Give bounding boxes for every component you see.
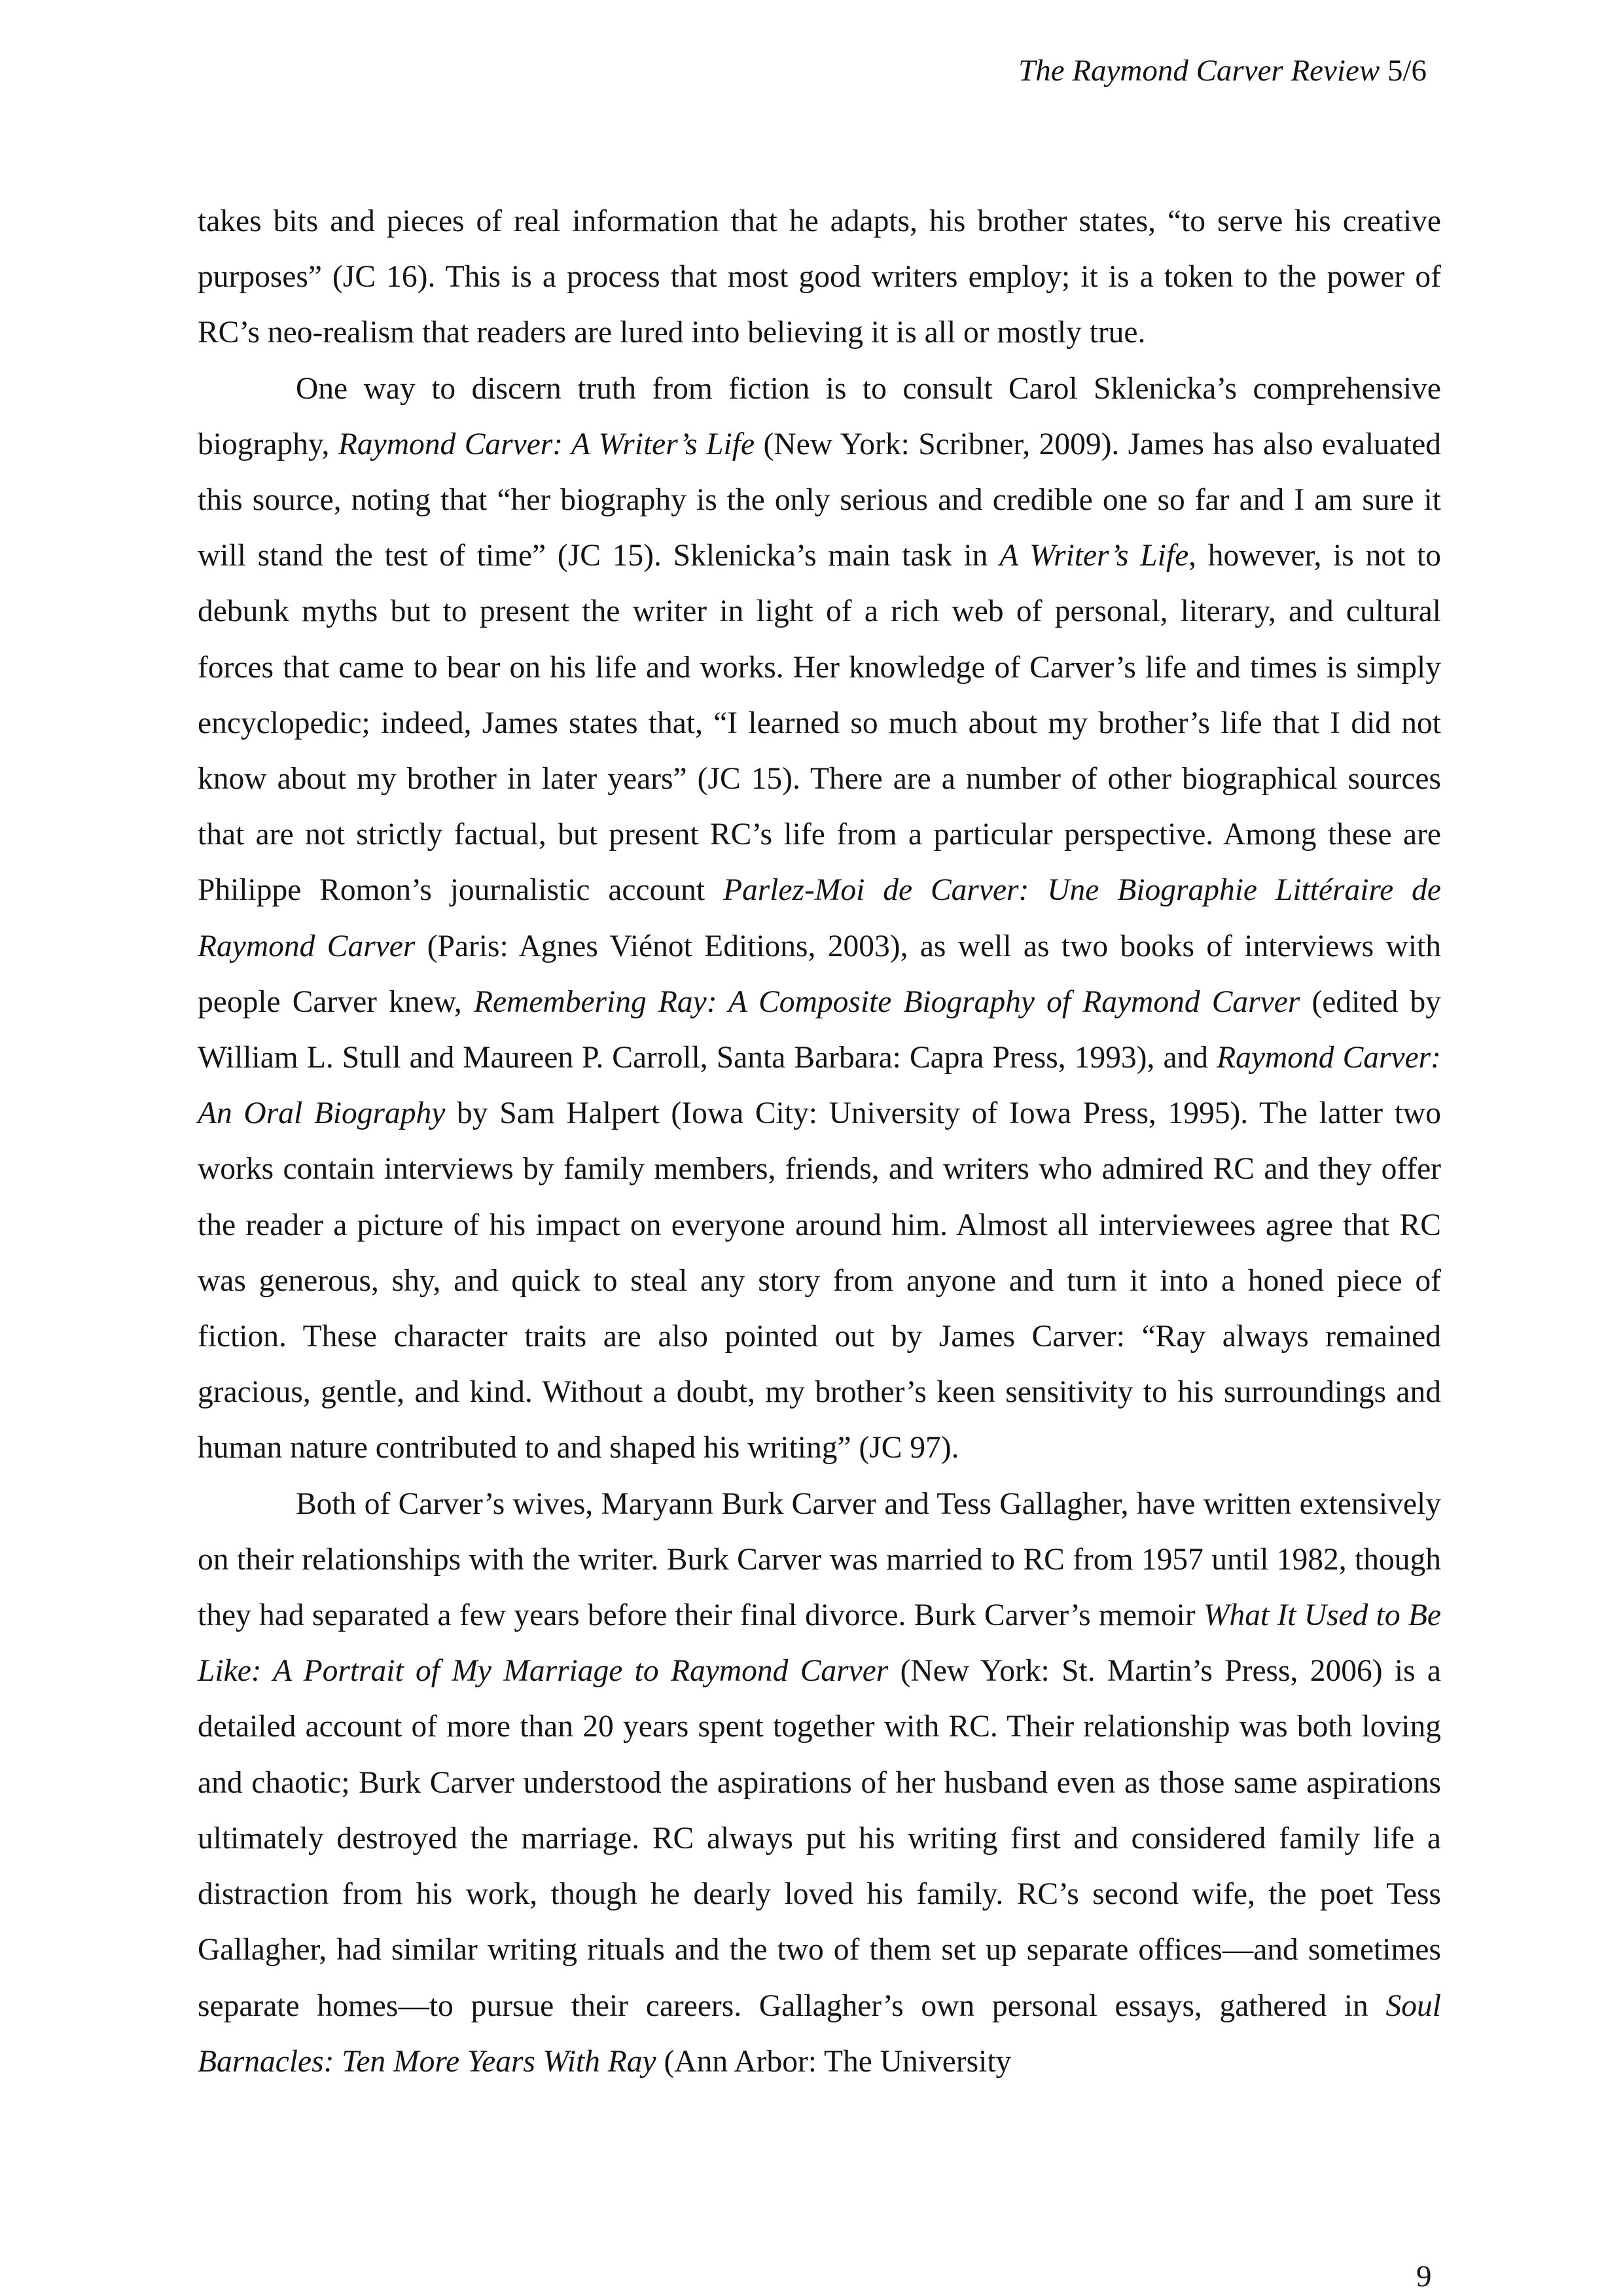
book-title: Soul Barnacles: Ten More Years With Ray	[198, 1988, 1441, 2079]
issue-number: 5/6	[1387, 54, 1427, 88]
text-run: (New York: St. Martin’s Press, 2006) is a detailed account of more than 20 years spent together with RC. Their relationship was both loving and chaotic; Burk Carver understood the aspirations of her husband even as those same aspirations ultimately destroyed the marriage. RC always put his writing first and considered family life a distraction from his work, though he dearly loved his family. RC’s second wife, the poet Tess Gallagher, had similar writing rituals and the two of them set up separate offices—and sometimes separate homes—to pursue their careers. Gallagher’s own personal essays, gathered in	[198, 1654, 1441, 2023]
text-run: (New York: Scribner, 2009). James has also evaluated this source, noting that “her biography is the only serious and credible one so far and I am sure it will stand the test of time” (JC 15). Sklenicka’s main task in	[198, 427, 1442, 573]
body-text	[198, 194, 1441, 2090]
book-title: Remembering Ray: A Composite Biography of Raymond Carver	[473, 984, 1300, 1019]
text-run: takes bits and pieces of real information that he adapts, his brother states, “to serve his creative purposes” (JC 16). This is a process that most good writers employ; it is a token to the power of RC’s neo-realism that readers are lured into believing it is all or mostly true.	[198, 204, 1441, 350]
journal-title: The Raymond Carver Review	[1018, 54, 1380, 88]
paragraph	[198, 361, 1441, 1477]
page-number: 9	[1416, 2259, 1432, 2293]
text-run: by Sam Halpert (Iowa City: University of Iowa Press, 1995). The latter two works contain interviews by family members, friends, and writers who admired RC and they offer the reader a picture of his impact on everyone around him. Almost all interviewees agree that RC was generous, shy, and quick to steal any story from anyone and turn it into a honed piece of fiction. These character traits are also pointed out by James Carver: “Ray always remained gracious, gentle, and kind. Without a doubt, my brother’s keen sensitivity to his surroundings and human nature contributed to and shaped his writing” (JC 97).	[198, 1096, 1441, 1465]
text-run: Both of Carver’s wives, Maryann Burk Carver and Tess Gallagher, have written extensively on their relationships with the writer. Burk Carver was married to RC from 1957 until 1982, though they had separated a few years before their final divorce. Burk Carver’s memoir	[198, 1486, 1441, 1633]
book-title: Parlez-Moi de Carver: Une Biographie Littéraire de Raymond Carver	[198, 873, 1441, 963]
text-run: (edited by William L. Stull and Maureen P. Carroll, Santa Barbara: Capra Press, 1993), and	[198, 984, 1441, 1075]
paragraph	[198, 1477, 1441, 2090]
running-header	[1018, 51, 1427, 90]
text-run: (Ann Arbor: The University	[656, 2044, 1012, 2079]
book-title: Raymond Carver: A Writer’s Life	[338, 427, 755, 461]
text-run: , however, is not to debunk myths but to present the writer in light of a rich web of personal, literary, and cultural forces that came to bear on his life and works. Her knowledge of Carver’s life and times is simply encyclopedic; indeed, James states that, “I learned so much about my brother’s life that I did not know about my brother in later years” (JC 15). There are a number of other biographical sources that are not strictly factual, but present RC’s life from a particular perspective. Among these are Philippe Romon’s journalistic account	[198, 539, 1441, 908]
text-run: (Paris: Agnes Viénot Editions, 2003), as well as two books of interviews with people Carver knew,	[198, 929, 1441, 1019]
paragraph	[198, 194, 1441, 361]
text-run: One way to discern truth from fiction is to consult Carol Sklenicka’s comprehensive biography,	[198, 371, 1441, 461]
book-title: Raymond Carver: An Oral Biography	[198, 1041, 1441, 1131]
book-title: What It Used to Be Like: A Portrait of My Marriage to Raymond Carver	[198, 1598, 1441, 1689]
book-title: A Writer’s Life	[999, 539, 1189, 573]
